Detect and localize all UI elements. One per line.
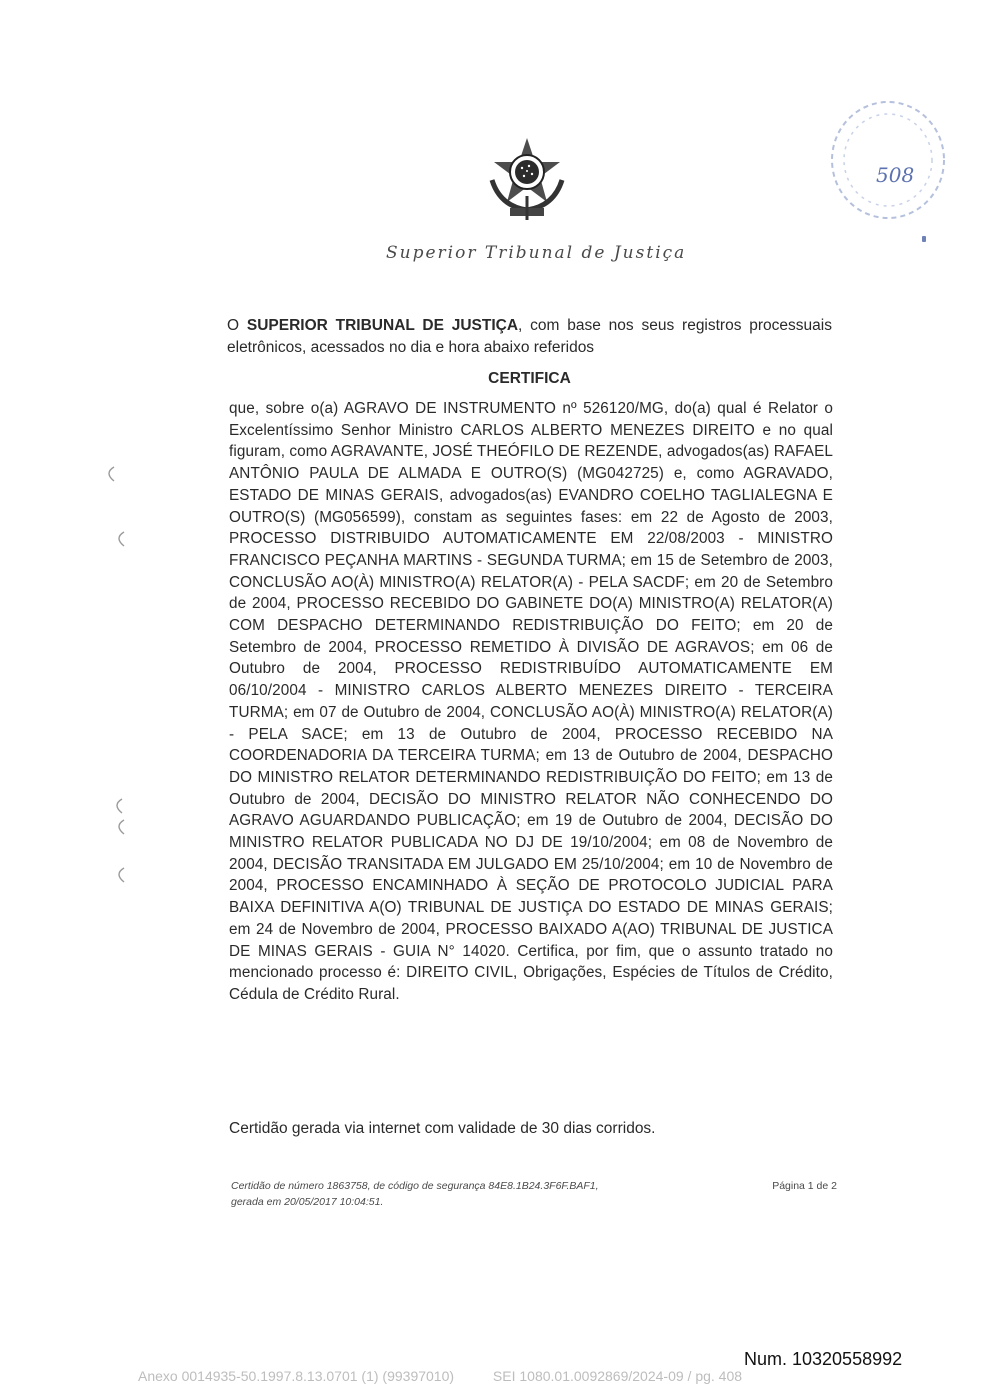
annex-text: Anexo 0014935-50.1997.8.13.0701 (1) (99397010) SEI 1080.01.0092869/2024-09 / pg. 408	[138, 1368, 743, 1384]
footer-line-2: gerada em 20/05/2017 10:04:51.	[231, 1196, 384, 1208]
page-indicator: Página 1 de 2	[772, 1180, 837, 1192]
certifica-heading: CERTIFICA	[488, 370, 571, 387]
certificate-footer	[231, 1178, 837, 1210]
intro-paragraph	[227, 315, 832, 359]
margin-mark-icon	[112, 530, 128, 548]
brazil-coat-of-arms-icon	[482, 136, 572, 222]
stamp-number: 508	[876, 163, 915, 187]
margin-mark-icon	[110, 797, 126, 815]
validity-note: Certidão gerada via internet com validade de 30 dias corridos.	[229, 1120, 656, 1137]
margin-mark-icon	[112, 866, 128, 884]
certificate-body: que, sobre o(a) AGRAVO DE INSTRUMENTO nº 526120/MG, do(a) qual é Relator o Excelentíssimo Senhor Ministro CARLOS ALBERTO MENEZES DIREITO e no qual figuram, como AGRAVANTE, JOSÉ THEÓFILO DE REZENDE, advogados(as) RAFAEL ANTÔNIO PAULA DE ALMADA E OUTRO(S) (MG042725) e, como AGRAVADO, ESTADO DE MINAS GERAIS, advogados(as) EVANDRO COELHO TAGLIALEGNA E OUTRO(S) (MG056599), constam as seguintes fases: em 22 de Agosto de 2003, PROCESSO DISTRIBUIDO AUTOMATICAMENTE EM 22/08/2003 - MINISTRO FRANCISCO PEÇANHA MARTINS - SEGUNDA TURMA; em 15 de Setembro de 2003, CONCLUSÃO AO(À) MINISTRO(A) RELATOR(A) - PELA SACDF; em 20 de Setembro de 2004, PROCESSO RECEBIDO DO GABINETE DO(A) MINISTRO(A) RELATOR(A) COM DESPACHO DETERMINANDO REDISTRIBUIÇÃO DO FEITO; em 20 de Setembro de 2004, PROCESSO REMETIDO À DIVISÃO DE AGRAVOS; em 06 de Outubro de 2004, PROCESSO REDISTRIBUÍDO AUTOMATICAMENTE EM 06/10/2004 - MINISTRO CARLOS ALBERTO MENEZES DIREITO - TERCEIRA TURMA; em 07 de Outubro de 2004, CONCLUSÃO AO(À) MINISTRO(A) RELATOR(A) - PELA SACE; em 13 de Outubro de 2004, PROCESSO RECEBIDO NA COORDENADORIA DA TERCEIRA TURMA; em 13 de Outubro de 2004, DESPACHO DO MINISTRO RELATOR DETERMINANDO REDISTRIBUIÇÃO DO FEITO; em 13 de Outubro de 2004, DECISÃO DO MINISTRO RELATOR NÃO CONHECENDO DO AGRAVO AGUARDANDO PUBLICAÇÃO; em 19 de Outubro de 2004, DECISÃO DO MINISTRO RELATOR PUBLICADA NO DJ DE 19/10/2004; em 08 de Novembro de 2004, DECISÃO TRANSITADA EM JULGADO EM 25/10/2004; em 10 de Novembro de 2004, PROCESSO ENCAMINHADO À SEÇÃO DE PROTOCOLO JUDICIAL PARA BAIXA DEFINITIVA A(O) TRIBUNAL DE JUSTIÇA DO ESTADO DE MINAS GERAIS; em 24 de Novembro de 2004, PROCESSO BAIXADO A(AO) TRIBUNAL DE JUSTICA DE MINAS GERAIS - GUIA N° 14020. Certifica, por fim, que o assunto tratado no mencionado processo é: DIREITO CIVIL, Obrigações, Espécies de Títulos de Crédito, Cédula de Crédito Rural.	[229, 400, 833, 1003]
page-stamp-icon	[826, 98, 946, 222]
court-script-title: Superior Tribunal de Justiça	[386, 243, 687, 263]
intro-rest: , com base nos seus registros processuais eletrônicos, acessados no dia e hora abaixo referidos	[227, 317, 832, 356]
stamp-tick-mark	[922, 236, 926, 242]
intro-lead: O	[227, 317, 247, 334]
annex-line	[138, 1368, 742, 1384]
footer-line-1: Certidão de número 1863758, de código de segurança 84E8.1B24.3F6F.BAF1,	[231, 1180, 599, 1192]
document-number: Num. 10320558992	[744, 1349, 903, 1369]
margin-mark-icon	[112, 818, 128, 836]
margin-mark-icon	[102, 465, 118, 483]
court-name: SUPERIOR TRIBUNAL DE JUSTIÇA	[246, 317, 519, 334]
